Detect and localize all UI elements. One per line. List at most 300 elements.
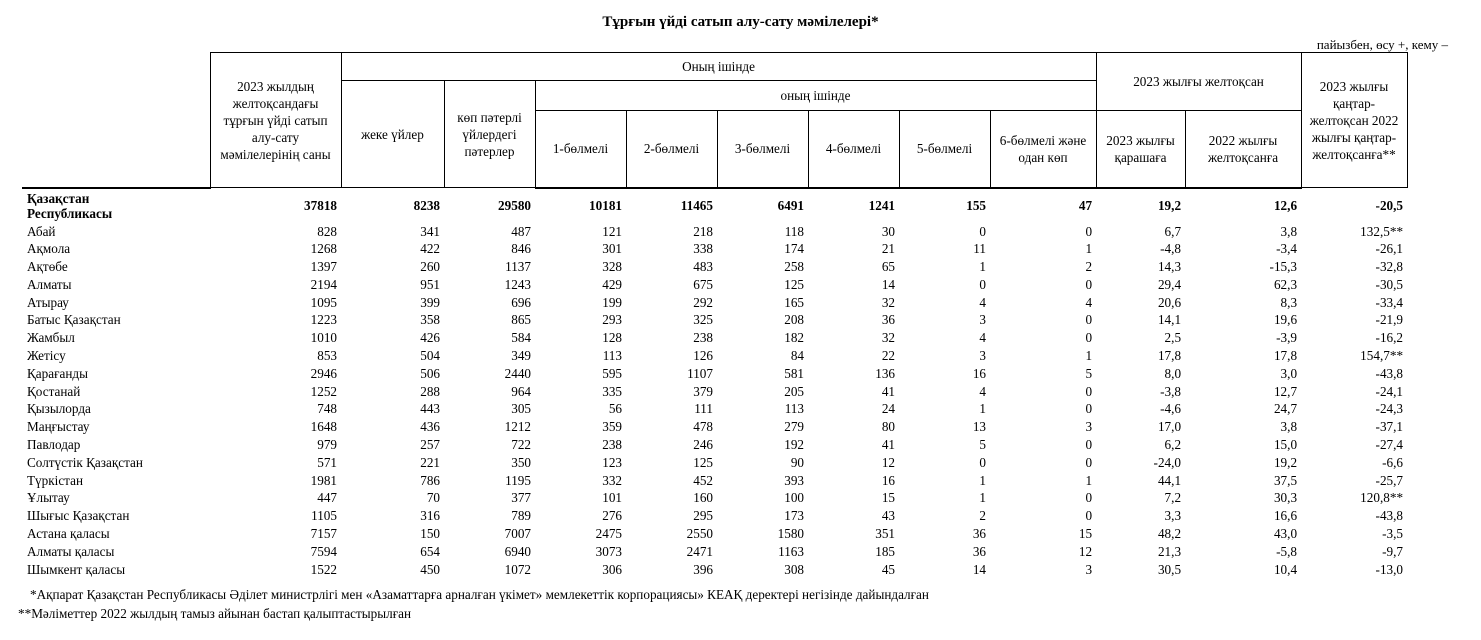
region-name: Павлодар — [27, 437, 81, 453]
cell-room5: 16 — [972, 365, 986, 381]
cell-vs-nov: 6,2 — [1164, 437, 1182, 453]
table-row — [22, 258, 1407, 276]
region-name: Жетісу — [27, 348, 66, 364]
cell-room2: 160 — [693, 490, 713, 506]
table-row — [22, 489, 1407, 507]
region-name: Алматы қаласы — [27, 543, 115, 559]
cell-ytd: -13,0 — [1375, 561, 1404, 577]
header-vs-nov: 2023 жылғы қарашаға — [1096, 111, 1185, 188]
cell-room3: 6491 — [777, 198, 804, 213]
cell-vs-dec2022: 30,3 — [1273, 490, 1298, 506]
cell-room4: 30 — [881, 223, 895, 239]
cell-room3: 308 — [784, 561, 804, 577]
cell-apartments: 584 — [511, 330, 531, 346]
cell-count: 828 — [317, 223, 337, 239]
table-row — [22, 561, 1407, 579]
cell-room2: 2550 — [686, 526, 713, 542]
cell-vs-dec2022: 12,7 — [1273, 383, 1298, 399]
cell-room4: 65 — [881, 259, 895, 275]
region-name: Маңғыстау — [27, 419, 90, 435]
cell-room4: 24 — [881, 401, 895, 417]
region-name: Қарағанды — [27, 365, 88, 381]
cell-private: 221 — [420, 454, 440, 470]
header-room4: 4-бөлмелі — [808, 111, 899, 188]
cell-vs-dec2022: 43,0 — [1273, 526, 1298, 542]
cell-private: 786 — [420, 472, 440, 488]
cell-vs-nov: 8,0 — [1164, 365, 1182, 381]
cell-count: 2946 — [310, 365, 337, 381]
cell-ytd: -24,1 — [1375, 383, 1404, 399]
cell-room1: 238 — [602, 437, 622, 453]
region-name-line2: Республикасы — [27, 205, 113, 221]
cell-count: 748 — [317, 401, 337, 417]
cell-room1: 121 — [602, 223, 622, 239]
footnote-data: **Мәліметтер 2022 жылдың тамыз айынан бастап қалыптастырылған — [18, 606, 412, 621]
cell-private: 422 — [420, 241, 440, 257]
cell-room2: 325 — [693, 312, 713, 328]
region-name: Түркістан — [27, 472, 84, 488]
cell-private: 436 — [420, 419, 440, 435]
cell-vs-dec2022: 16,6 — [1273, 508, 1298, 524]
table-row — [22, 454, 1407, 472]
cell-room4: 136 — [875, 365, 895, 381]
cell-room3: 84 — [790, 348, 804, 364]
cell-room4: 36 — [881, 312, 895, 328]
cell-apartments: 349 — [511, 348, 531, 364]
cell-apartments: 1243 — [504, 276, 531, 292]
region-name: Ақмола — [27, 241, 71, 257]
cell-room2: 379 — [693, 383, 713, 399]
cell-ytd: -27,4 — [1375, 437, 1404, 453]
header-count-2023: 2023 жылдың желтоқсандағы тұрғын үйді сатып алу-сату мәмілелерінің саны — [210, 53, 341, 188]
cell-room5: 11 — [973, 241, 986, 257]
cell-room2: 111 — [694, 401, 713, 417]
cell-room1: 101 — [602, 490, 622, 506]
cell-vs-dec2022: 62,3 — [1273, 276, 1298, 292]
cell-vs-nov: 44,1 — [1157, 472, 1182, 488]
region-name — [22, 188, 210, 223]
cell-room2: 675 — [693, 276, 713, 292]
cell-ytd: 132,5** — [1360, 223, 1404, 239]
cell-room2: 125 — [693, 454, 713, 470]
cell-room6: 1 — [1085, 241, 1093, 257]
header-private-houses: жеке үйлер — [341, 81, 444, 188]
cell-room6: 0 — [1085, 508, 1093, 524]
cell-vs-nov: 17,8 — [1157, 348, 1182, 364]
region-name: Астана қаласы — [27, 526, 110, 542]
cell-count: 447 — [317, 490, 337, 506]
cell-room5: 36 — [972, 526, 986, 542]
cell-room4: 12 — [881, 454, 895, 470]
cell-room4: 15 — [881, 490, 895, 506]
cell-vs-nov: 14,3 — [1157, 259, 1182, 275]
page-title: Тұрғын үйді сатып алу-сату мәмілелері* — [602, 14, 879, 30]
header-room1: 1-бөлмелі — [535, 111, 626, 188]
region-name: Батыс Қазақстан — [27, 312, 121, 328]
cell-room4: 21 — [881, 241, 895, 257]
table-row — [22, 276, 1407, 294]
cell-count: 7157 — [310, 526, 337, 542]
cell-room6: 0 — [1085, 330, 1093, 346]
cell-count: 1397 — [310, 259, 337, 275]
cell-room4: 80 — [881, 419, 895, 435]
cell-vs-nov: -24,0 — [1153, 454, 1182, 470]
cell-ytd: -30,5 — [1375, 276, 1404, 292]
cell-room4: 351 — [875, 526, 895, 542]
cell-room2: 483 — [693, 259, 713, 275]
cell-apartments: 1072 — [504, 561, 531, 577]
cell-room5: 3 — [979, 312, 986, 328]
cell-ytd: -33,4 — [1375, 294, 1404, 310]
cell-room6: 0 — [1085, 223, 1093, 239]
cell-vs-nov: 21,3 — [1157, 543, 1182, 559]
cell-private: 450 — [420, 561, 440, 577]
cell-vs-dec2022: 3,0 — [1280, 365, 1298, 381]
cell-vs-dec2022: 3,8 — [1280, 223, 1298, 239]
cell-count: 1648 — [310, 419, 337, 435]
cell-vs-dec2022: 37,5 — [1273, 472, 1298, 488]
cell-vs-nov: -4,8 — [1160, 241, 1182, 257]
cell-vs-nov: 7,2 — [1164, 490, 1182, 506]
cell-apartments: 305 — [511, 401, 531, 417]
cell-private: 150 — [420, 526, 440, 542]
cell-apartments: 1212 — [504, 419, 531, 435]
cell-count: 1252 — [310, 383, 337, 399]
cell-vs-dec2022: 3,8 — [1280, 419, 1298, 435]
cell-room3: 118 — [784, 223, 804, 239]
cell-room6: 4 — [1085, 294, 1093, 310]
cell-private: 504 — [420, 348, 440, 364]
table-row — [22, 383, 1407, 401]
region-name: Атырау — [27, 294, 69, 310]
cell-room3: 1580 — [777, 526, 804, 542]
header-vs-dec2022: 2022 жылғы желтоқсанға — [1185, 111, 1301, 188]
cell-count: 2194 — [310, 276, 337, 292]
cell-room4: 185 — [875, 543, 895, 559]
cell-ytd: -25,7 — [1375, 472, 1404, 488]
cell-room6: 1 — [1085, 472, 1093, 488]
cell-private: 426 — [420, 330, 440, 346]
cell-vs-dec2022: 19,2 — [1273, 454, 1298, 470]
table-row-total — [22, 188, 1407, 223]
cell-count: 1981 — [310, 472, 337, 488]
table-row — [22, 223, 1407, 241]
cell-vs-nov: 20,6 — [1157, 294, 1182, 310]
cell-room3: 113 — [784, 401, 804, 417]
cell-room1: 328 — [602, 259, 622, 275]
cell-room5: 4 — [979, 383, 986, 399]
region-name: Қызылорда — [27, 401, 91, 417]
cell-private: 257 — [420, 437, 440, 453]
cell-ytd: -43,8 — [1375, 365, 1404, 381]
table-row — [22, 400, 1407, 418]
cell-room4: 41 — [881, 437, 895, 453]
cell-room4: 32 — [881, 330, 895, 346]
cell-ytd: -32,8 — [1375, 259, 1404, 275]
cell-room5: 1 — [979, 259, 986, 275]
cell-room1: 335 — [602, 383, 622, 399]
cell-ytd: -43,8 — [1375, 508, 1404, 524]
cell-room3: 174 — [784, 241, 804, 257]
cell-room3: 581 — [784, 365, 804, 381]
cell-room6: 3 — [1085, 561, 1093, 577]
cell-private: 443 — [420, 401, 440, 417]
cell-apartments: 7007 — [504, 526, 531, 542]
cell-private: 70 — [426, 490, 440, 506]
cell-vs-nov: 29,4 — [1157, 276, 1182, 292]
cell-room2: 2471 — [686, 543, 713, 559]
cell-room4: 45 — [881, 561, 895, 577]
cell-room5: 1 — [979, 490, 986, 506]
cell-room5: 0 — [979, 454, 986, 470]
cell-room6: 12 — [1078, 543, 1093, 559]
units-note: пайызбен, өсу +, кему – — [1316, 37, 1448, 52]
cell-room4: 43 — [881, 508, 895, 524]
cell-room2: 295 — [693, 508, 713, 524]
cell-room3: 182 — [784, 330, 804, 346]
cell-room5: 0 — [979, 276, 986, 292]
cell-room5: 14 — [972, 561, 986, 577]
cell-apartments: 6940 — [504, 543, 531, 559]
cell-room1: 332 — [602, 472, 622, 488]
cell-room4: 22 — [881, 348, 895, 364]
cell-private: 260 — [420, 259, 440, 275]
cell-room4: 1241 — [868, 198, 895, 213]
region-name: Шығыс Қазақстан — [27, 508, 130, 524]
cell-room6: 0 — [1085, 490, 1093, 506]
cell-ytd: -26,1 — [1375, 241, 1404, 257]
cell-ytd: -37,1 — [1375, 419, 1404, 435]
cell-count: 37818 — [304, 197, 337, 213]
cell-vs-nov: 3,3 — [1164, 508, 1182, 524]
cell-room3: 192 — [784, 437, 804, 453]
cell-room6: 0 — [1085, 401, 1093, 417]
cell-room3: 205 — [784, 383, 804, 399]
cell-room3: 279 — [784, 419, 804, 435]
region-name: Солтүстік Қазақстан — [27, 454, 143, 470]
cell-room6: 47 — [1078, 198, 1093, 213]
cell-ytd: -24,3 — [1375, 401, 1404, 417]
table-row — [22, 294, 1407, 312]
cell-room4: 16 — [881, 472, 895, 488]
table-row — [22, 436, 1407, 454]
footnote-source: *Ақпарат Қазақстан Республикасы Әділет министрлігі мен «Азаматтарға арналған үкімет» мемлекеттік корпорациясы» КЕАҚ деректері негізінде дайындалған — [30, 587, 929, 602]
cell-room3: 1163 — [778, 543, 804, 559]
cell-count: 1095 — [310, 294, 337, 310]
cell-room6: 3 — [1085, 419, 1093, 435]
cell-room5: 1 — [979, 401, 986, 417]
housing-deals-table — [22, 52, 1408, 578]
cell-room1: 429 — [602, 276, 622, 292]
cell-vs-dec2022: 17,8 — [1273, 348, 1298, 364]
cell-private: 358 — [420, 312, 440, 328]
region-name: Жамбыл — [27, 330, 75, 346]
cell-room1: 301 — [602, 241, 622, 257]
cell-apartments: 846 — [511, 241, 531, 257]
cell-room5: 0 — [979, 223, 986, 239]
cell-count: 1105 — [311, 508, 337, 524]
cell-private: 341 — [420, 223, 440, 239]
cell-room1: 10181 — [589, 198, 622, 213]
header-room2: 2-бөлмелі — [626, 111, 717, 188]
cell-room3: 173 — [784, 508, 804, 524]
table-row — [22, 525, 1407, 543]
cell-vs-nov: 48,2 — [1157, 526, 1182, 542]
cell-ytd: 154,7** — [1360, 348, 1404, 364]
cell-apartments: 2440 — [504, 365, 531, 381]
cell-room5: 155 — [966, 198, 986, 213]
cell-count: 1223 — [310, 312, 337, 328]
cell-vs-nov: -3,8 — [1160, 383, 1182, 399]
cell-room6: 0 — [1085, 383, 1093, 399]
header-room3: 3-бөлмелі — [717, 111, 808, 188]
header-of-which-inner: оның ішінде — [535, 81, 1096, 111]
table-row — [22, 418, 1407, 436]
cell-count: 1268 — [310, 241, 337, 257]
cell-room5: 3 — [979, 348, 986, 364]
cell-room6: 0 — [1085, 312, 1093, 328]
cell-vs-nov: 19,2 — [1157, 198, 1182, 213]
cell-vs-dec2022: -3,4 — [1276, 241, 1298, 257]
cell-apartments: 789 — [511, 508, 531, 524]
table-row — [22, 311, 1407, 329]
cell-room1: 113 — [602, 348, 622, 364]
cell-apartments: 722 — [511, 437, 531, 453]
cell-ytd: 120,8** — [1360, 490, 1404, 506]
table-row — [22, 347, 1407, 365]
table-row — [22, 329, 1407, 347]
cell-vs-nov: 17,0 — [1157, 419, 1182, 435]
region-name: Қостанай — [27, 383, 81, 399]
cell-apartments: 377 — [511, 490, 531, 506]
table-row — [22, 543, 1407, 561]
cell-room4: 32 — [881, 294, 895, 310]
cell-room2: 478 — [693, 419, 713, 435]
cell-room3: 208 — [784, 312, 804, 328]
cell-ytd: -20,5 — [1375, 197, 1404, 213]
table-row — [22, 365, 1407, 383]
cell-vs-dec2022: 19,6 — [1273, 312, 1298, 328]
cell-room3: 165 — [784, 294, 804, 310]
header-dec-2023: 2023 жылғы желтоқсан — [1096, 53, 1301, 111]
cell-room1: 128 — [602, 330, 622, 346]
cell-count: 571 — [317, 454, 337, 470]
cell-room2: 126 — [693, 348, 713, 364]
header-of-which: Оның ішінде — [341, 53, 1096, 81]
cell-count: 7594 — [310, 543, 337, 559]
cell-room6: 0 — [1085, 437, 1093, 453]
cell-private: 8238 — [413, 197, 440, 213]
cell-private: 506 — [420, 365, 440, 381]
cell-vs-nov: 14,1 — [1157, 312, 1182, 328]
cell-room1: 293 — [602, 312, 622, 328]
cell-room2: 238 — [693, 330, 713, 346]
cell-apartments: 487 — [511, 223, 531, 239]
table-row — [22, 472, 1407, 490]
header-blank — [22, 53, 210, 188]
region-name: Шымкент қаласы — [27, 561, 126, 577]
cell-apartments: 964 — [511, 383, 531, 399]
cell-private: 654 — [420, 543, 440, 559]
cell-room6: 0 — [1085, 454, 1093, 470]
cell-room3: 393 — [784, 472, 804, 488]
cell-apartments: 350 — [511, 454, 531, 470]
cell-room3: 100 — [784, 490, 804, 506]
cell-room2: 396 — [693, 561, 713, 577]
cell-room1: 199 — [602, 294, 622, 310]
cell-apartments: 1137 — [505, 259, 531, 275]
region-name: Ұлытау — [27, 490, 70, 506]
cell-apartments: 865 — [511, 312, 531, 328]
cell-count: 1010 — [310, 330, 337, 346]
table-row — [22, 240, 1407, 258]
cell-room1: 276 — [602, 508, 622, 524]
cell-count: 853 — [317, 348, 337, 364]
cell-room3: 258 — [784, 259, 804, 275]
cell-room6: 2 — [1085, 259, 1093, 275]
cell-ytd: -3,5 — [1382, 526, 1404, 542]
cell-vs-nov: 6,7 — [1164, 223, 1182, 239]
cell-room4: 41 — [881, 383, 895, 399]
cell-room5: 36 — [972, 543, 986, 559]
cell-private: 399 — [420, 294, 440, 310]
cell-apartments: 29580 — [498, 197, 531, 213]
cell-vs-dec2022: 8,3 — [1280, 294, 1298, 310]
cell-room2: 292 — [693, 294, 713, 310]
cell-apartments: 696 — [511, 294, 531, 310]
cell-room1: 2475 — [595, 526, 622, 542]
cell-room5: 13 — [972, 419, 986, 435]
cell-ytd: -6,6 — [1382, 454, 1404, 470]
table-row — [22, 507, 1407, 525]
cell-room1: 123 — [602, 454, 622, 470]
region-name: Абай — [27, 223, 56, 239]
region-name: Алматы — [27, 276, 72, 292]
cell-room1: 359 — [602, 419, 622, 435]
cell-vs-dec2022: -15,3 — [1269, 259, 1298, 275]
cell-count: 1522 — [310, 561, 337, 577]
cell-room4: 14 — [881, 276, 895, 292]
cell-room6: 0 — [1085, 276, 1093, 292]
cell-room6: 15 — [1078, 526, 1093, 542]
cell-room2: 11465 — [680, 198, 713, 213]
cell-room2: 338 — [693, 241, 713, 257]
region-name: Ақтөбе — [27, 259, 68, 275]
cell-room5: 4 — [979, 330, 986, 346]
cell-room5: 1 — [979, 472, 986, 488]
cell-room2: 1107 — [687, 365, 713, 381]
cell-room1: 3073 — [595, 543, 622, 559]
header-room6: 6-бөлмелі және одан көп — [990, 111, 1096, 188]
cell-room2: 246 — [693, 437, 713, 453]
cell-vs-dec2022: 15,0 — [1273, 437, 1298, 453]
cell-vs-dec2022: 10,4 — [1273, 561, 1298, 577]
cell-room1: 56 — [608, 401, 622, 417]
cell-vs-dec2022: 24,7 — [1273, 401, 1298, 417]
cell-private: 316 — [420, 508, 440, 524]
cell-apartments: 1195 — [505, 472, 531, 488]
header-room5: 5-бөлмелі — [899, 111, 990, 188]
cell-room2: 218 — [693, 223, 713, 239]
cell-room6: 1 — [1085, 348, 1093, 364]
cell-room5: 2 — [979, 508, 986, 524]
header-ytd: 2023 жылғы қаңтар-желтоқсан 2022 жылғы қаңтар-желтоқсанға** — [1301, 53, 1407, 188]
cell-room3: 90 — [790, 454, 804, 470]
cell-vs-nov: 30,5 — [1157, 561, 1182, 577]
cell-vs-nov: -4,6 — [1160, 401, 1182, 417]
cell-count: 979 — [317, 437, 337, 453]
cell-ytd: -21,9 — [1375, 312, 1404, 328]
